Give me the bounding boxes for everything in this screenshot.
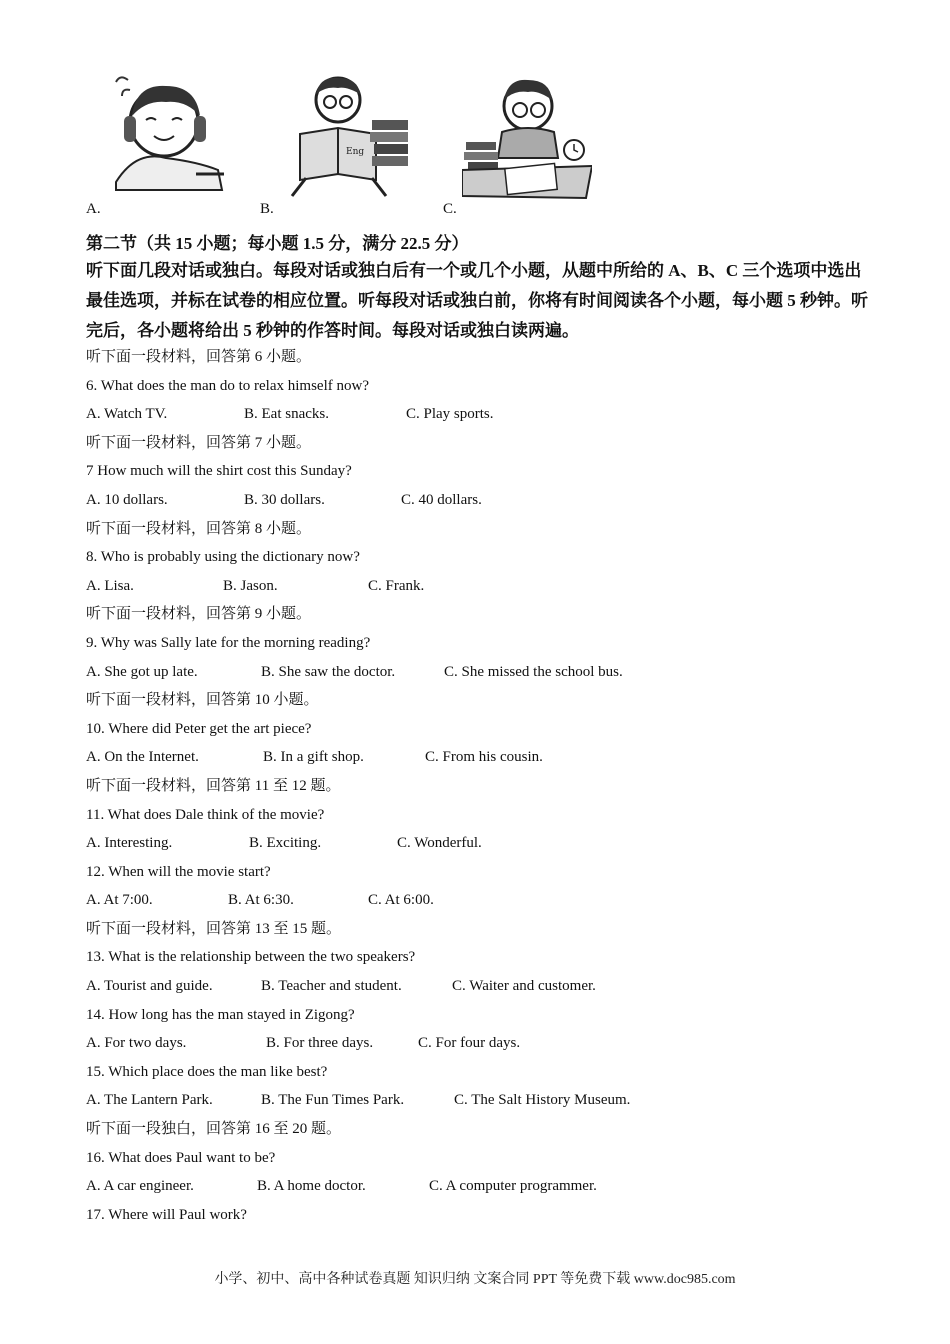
answer-option-a: A. The Lantern Park. [86,1092,213,1109]
picture-options [86,70,646,220]
answer-options [86,1029,886,1058]
answer-option-a: A. For two days. [86,1035,187,1052]
answer-option-a: A. Tourist and guide. [86,978,213,995]
svg-text:Eng: Eng [346,147,365,157]
question-text: 17. Where will Paul work? [86,1206,247,1223]
answer-options [86,572,886,601]
answer-option-a: A. Lisa. [86,577,134,594]
answer-options [86,1172,886,1201]
answer-option-c: C. Frank. [368,577,425,594]
answer-option-c: C. Waiter and customer. [452,978,596,995]
answer-options [86,886,886,915]
answer-options [86,1086,886,1115]
listening-cue: 听下面一段材料，回答第 6 小题。 [86,349,312,365]
answer-option-a: A. 10 dollars. [86,491,168,508]
listening-cue: 听下面一段材料，回答第 10 小题。 [86,692,319,709]
question-text: 12. When will the movie start? [86,863,271,880]
answer-option-a: A. On the Internet. [86,749,199,766]
answer-option-b: B. A home doctor. [257,1178,366,1195]
boy-writing-at-desk-icon [462,70,592,202]
answer-option-a: A. A car engineer. [86,1178,194,1195]
answer-options [86,486,886,515]
question-text: 13. What is the relationship between the two speakers? [86,949,416,966]
page-footer: 小学、初中、高中各种试卷真题 知识归纳 文案合同 PPT 等免费下载 www.doc985.com [214,1272,736,1287]
answer-option-b: B. Jason. [223,577,278,594]
question-text: 14. How long has the man stayed in Zigong? [86,1006,355,1023]
answer-options [86,400,886,429]
answer-option-b: B. Teacher and student. [261,978,402,995]
answer-options [86,743,886,772]
picture-label-b: B. [260,201,274,217]
picture-label-c: C. [443,201,457,217]
answer-option-c: C. 40 dollars. [401,491,482,508]
listening-cue: 听下面一段独白，回答第 16 至 20 题。 [86,1121,342,1138]
answer-option-c: C. At 6:00. [368,892,434,909]
picture-label-a: A. [86,201,101,217]
section-title: 第二节（共 15 小题；每小题 1.5 分，满分 22.5 分） [86,234,469,253]
answer-option-a: A. At 7:00. [86,892,153,909]
answer-option-a: A. Watch TV. [86,406,168,423]
listening-cue: 听下面一段材料，回答第 9 小题。 [86,606,312,623]
answer-option-c: C. For four days. [418,1035,521,1052]
answer-option-b: B. 30 dollars. [244,491,325,508]
answer-option-b: B. In a gift shop. [263,749,364,766]
answer-options [86,829,886,858]
answer-option-c: C. She missed the school bus. [444,663,623,680]
answer-option-c: C. Play sports. [406,406,494,423]
answer-option-b: B. The Fun Times Park. [261,1092,405,1109]
question-text: 6. What does the man do to relax himself now? [86,377,369,394]
listening-cue: 听下面一段材料，回答第 13 至 15 题。 [86,920,342,937]
listening-cue: 听下面一段材料，回答第 7 小题。 [86,434,312,451]
answer-option-b: B. At 6:30. [228,892,294,909]
question-text: 8. Who is probably using the dictionary now? [86,549,360,566]
boy-reading-book-icon [286,70,416,202]
question-text: 15. Which place does the man like best? [86,1063,328,1080]
answer-option-b: B. Exciting. [249,835,322,852]
answer-options [86,658,886,687]
answer-option-c: C. Wonderful. [397,835,482,852]
answer-option-b: B. She saw the doctor. [261,663,396,680]
boy-with-headphones-icon [106,70,226,192]
question-list [86,343,886,1229]
answer-option-c: C. The Salt History Museum. [454,1092,631,1109]
question-text: 11. What does Dale think of the movie? [86,806,325,823]
question-text: 7 How much will the shirt cost this Sunday? [86,463,352,480]
answer-option-a: A. Interesting. [86,835,173,852]
listening-cue: 听下面一段材料，回答第 11 至 12 题。 [86,777,341,794]
question-text: 10. Where did Peter get the art piece? [86,720,312,737]
answer-option-c: C. A computer programmer. [429,1178,597,1195]
answer-option-c: C. From his cousin. [425,749,543,766]
section-instructions: 听下面几段对话或独白。每段对话或独白后有一个或几个小题，从题中所给的 A、B、C 三个选项中选出最佳选项，并标在试卷的相应位置。听每段对话或独白前，你将有时间阅读各个小题，每小题 5 秒钟。听完后，各小题将给出 5 秒钟的作答时间。每段对话或独白读两遍。 [86,261,868,340]
question-text: 9. Why was Sally late for the morning reading? [86,634,371,651]
answer-options [86,972,886,1001]
answer-option-b: B. Eat snacks. [244,406,329,423]
answer-option-b: B. For three days. [266,1035,374,1052]
answer-option-a: A. She got up late. [86,663,198,680]
listening-cue: 听下面一段材料，回答第 8 小题。 [86,520,312,537]
question-text: 16. What does Paul want to be? [86,1149,276,1166]
